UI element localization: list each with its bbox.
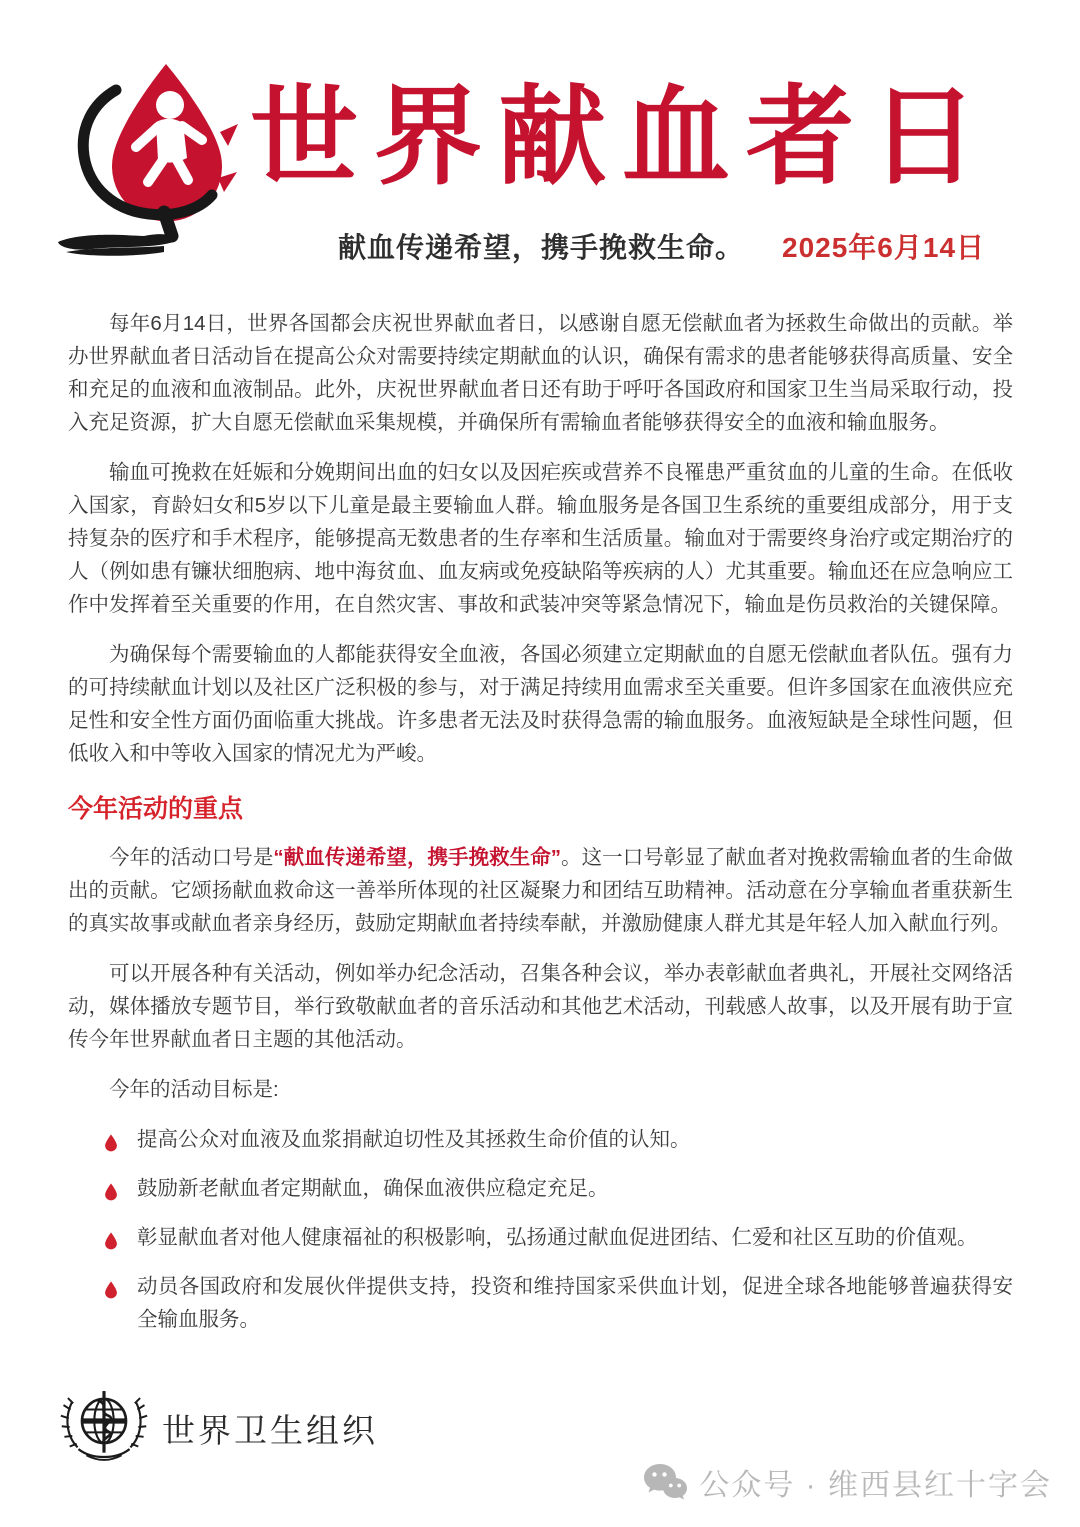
slogan-highlight: “献血传递希望，携手挽救生命” — [273, 846, 562, 869]
goal-item — [68, 1270, 1013, 1336]
goal-item — [68, 1172, 1013, 1205]
subtitle-row — [338, 226, 985, 266]
paragraph-safe-blood: 为确保每个需要输血的人都能获得安全血液，各国必须建立定期献血的自愿无偿献血者队伍。强有力的可持续献血计划以及社区广泛积极的参与，对于满足持续用血需求至关重要。但许多国家在血液供应充足性和安全性方面仍面临重大挑战。许多患者无法及时获得急需的输血服务。血液短缺是全球性问题，但低收入和中等收入国家的情况尤为严峻。 — [68, 643, 1013, 765]
goal-item — [68, 1123, 1013, 1156]
section-heading: 今年活动的重点 — [68, 795, 244, 823]
goal-item — [68, 1221, 1013, 1254]
goal-text: 提高公众对血液及血浆捐献迫切性及其拯救生命价值的认知。 — [137, 1128, 691, 1151]
page-title: 世界献血者日 — [250, 79, 995, 198]
goals-list — [68, 1123, 1013, 1336]
wechat-watermark — [643, 1460, 1052, 1504]
blood-drop-bullet-icon — [104, 1228, 118, 1247]
event-date: 2025年6月14日 — [782, 232, 986, 263]
goals-intro: 今年的活动目标是: — [109, 1078, 279, 1101]
world-blood-donor-day-logo — [52, 60, 242, 265]
blood-drop-globe-icon — [52, 60, 242, 265]
paragraph-transfusion: 输血可挽救在妊娠和分娩期间出血的妇女以及因疟疾或营养不良罹患严重贫血的儿童的生命。在低收入国家，育龄妇女和5岁以下儿童是最主要输血人群。输血服务是各国卫生系统的重要组成部分，用于支持复杂的医疗和手术程序，能够提高无数患者的生存率和生活质量。输血对于需要终身治疗或定期治疗的人（例如患有镰状细胞病、地中海贫血、血友病或免疫缺陷等疾病的人）尤其重要。输血还在应急响应工作中发挥着至关重要的作用，在自然灾害、事故和武装冲突等紧急情况下，输血是伤员救治的关键保障。 — [68, 461, 1013, 616]
goal-text: 彰显献血者对他人健康福祉的积极影响，弘扬通过献血促进团结、仁爱和社区互助的价值观。 — [137, 1226, 978, 1249]
slogan-text: 献血传递希望，携手挽救生命。 — [338, 232, 745, 263]
who-logo-block — [60, 1384, 378, 1472]
blood-drop-bullet-icon — [104, 1179, 118, 1198]
who-emblem-icon — [60, 1384, 148, 1472]
slogan-tail: 。这一口号彰显了献血者对挽救需输血者的生命做出的贡献。它颂扬献血救命这一善举所体现的社区凝聚力和团结互助精神。活动意在分享输血者重获新生的真实故事或献血者亲身经历，鼓励定期献血者持续奉献，并激励健康人群尤其是年轻人加入献血行列。 — [68, 846, 1014, 935]
paragraph-intro: 每年6月14日，世界各国都会庆祝世界献血者日，以感谢自愿无偿献血者为拯救生命做出的贡献。举办世界献血者日活动旨在提高公众对需要持续定期献血的认识，确保有需求的患者能够获得高质量、安全和充足的血液和血液制品。此外，庆祝世界献血者日还有助于呼吁各国政府和国家卫生当局采取行动，投入充足资源，扩大自愿无偿献血采集规模，并确保所有需输血者能够获得安全的血液和输血服务。 — [68, 312, 1013, 434]
paragraph-activities: 可以开展各种有关活动，例如举办纪念活动，召集各种会议，举办表彰献血者典礼，开展社交网络活动，媒体播放专题节目，举行致敬献血者的音乐活动和其他艺术活动，刊载感人故事，以及开展有助于宣传今年世界献血者日主题的其他活动。 — [68, 962, 1013, 1051]
watermark-text: 公众号 · 维西县红十字会 — [699, 1469, 1052, 1502]
slogan-lead: 今年的活动口号是 — [109, 846, 274, 869]
article-body — [68, 307, 1013, 1352]
wechat-icon — [643, 1463, 687, 1501]
blood-drop-bullet-icon — [104, 1277, 118, 1296]
blood-drop-bullet-icon — [104, 1130, 118, 1149]
who-name: 世界卫生组织 — [162, 1411, 378, 1449]
goal-text: 动员各国政府和发展伙伴提供支持，投资和维持国家采供血计划，促进全球各地能够普遍获得安全输血服务。 — [137, 1275, 1013, 1331]
paragraph-slogan — [68, 841, 1013, 940]
goal-text: 鼓励新老献血者定期献血，确保血液供应稳定充足。 — [137, 1177, 609, 1200]
